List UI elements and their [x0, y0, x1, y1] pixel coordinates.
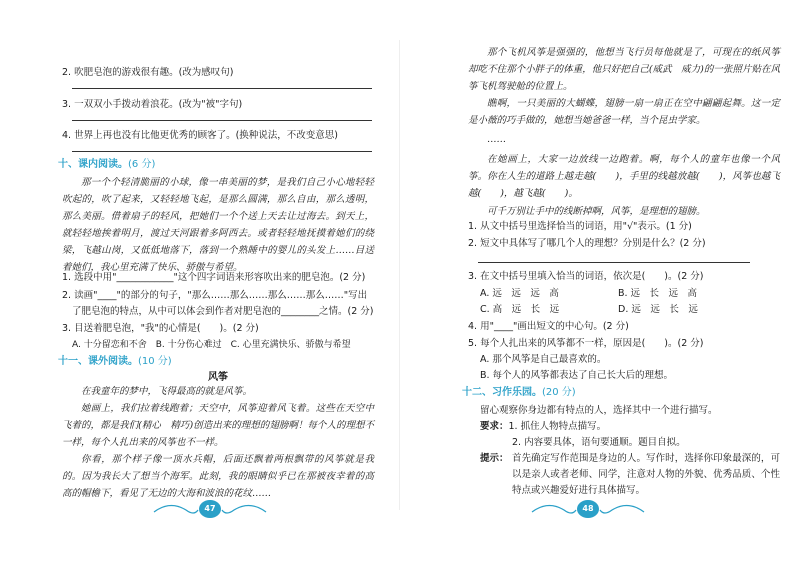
reading-question-3: 3. 目送着肥皂泡，"我"的心情是( )。(2 分) [62, 323, 259, 334]
story-title: 风筝 [208, 372, 228, 383]
requirement-1: 1. 抓住人物特点描写。 [508, 421, 607, 432]
section-score: (10 分) [138, 356, 172, 367]
page-footer [150, 500, 270, 522]
section-12-heading [462, 386, 576, 399]
story-question-2: 2. 短文中具体写了哪几个人的理想？分别是什么？(2 分) [468, 238, 706, 249]
page-number: 47 [199, 500, 221, 518]
answer-line[interactable] [72, 88, 372, 89]
question-4: 4. 世界上再也没有比他更优秀的顾客了。(换种说法，不改变意思) [62, 130, 338, 141]
option-c[interactable]: C. 高 远 长 远 [480, 304, 560, 315]
story-question-4: 4. 用"____"画出短文的中心句。(2 分) [468, 321, 629, 332]
story-paragraph-8: 可千万别让手中的线断掉啊，风筝，是理想的翅膀。 [487, 206, 706, 217]
page-number: 48 [577, 500, 599, 518]
answer-line[interactable] [72, 151, 372, 152]
question-3: 3. 一双双小手拨动着浪花。(改为"被"字句) [62, 99, 243, 110]
option-a[interactable]: A. 远 远 远 高 [480, 288, 559, 299]
section-score: (20 分) [542, 387, 576, 398]
story-ellipsis: …… [487, 134, 506, 145]
section-title: 十一、课外阅读。 [58, 356, 138, 367]
story-paragraph-7: 在她画上，大家一边放线一边跑着。啊，每个人的童年也像一个风筝。你在人生的道路上越走越( )，手里的线越放越( )，风筝也越飞越( )，越飞越( )。 [468, 154, 780, 199]
question-5-option-a[interactable]: A. 那个风筝是自己最喜欢的。 [480, 354, 607, 365]
reading-question-2a: 2. 读画"____"的部分的句子，"那么……那么……那么……那么……"写出 [62, 290, 368, 301]
reading-question-1: 1. 选段中用"____________"这个四字词语来形容吹出来的肥皂泡。(2 分) [62, 272, 366, 283]
answer-line[interactable] [478, 262, 750, 263]
requirement-2: 2. 内容要具体，语句要通顺。题目自拟。 [512, 437, 686, 448]
question-5-option-b[interactable]: B. 每个人的风筝都表达了自己长大后的理想。 [480, 370, 674, 381]
requirements-label: 要求： [480, 421, 509, 432]
writing-prompt: 留心观察你身边都有特点的人，选择其中一个进行描写。 [480, 405, 718, 416]
question-2: 2. 吹肥皂泡的游戏很有趣。(改为感叹句) [62, 67, 234, 78]
story-paragraph-4: 那个飞机风筝是强强的，他想当飞行员每他就是了，可现在的纸风筝却吃不住那个小胖子的体重，他只好把自己(威武 威力)的一张照片贴在风筝飞机驾驶舱的位置上。 [468, 47, 780, 92]
right-page [400, 0, 800, 566]
tip-text: 首先确定写作范围是身边的人。写作时，选择你印象最深的，可以是亲人或者老师、同学，注意对人物的外貌、优秀品质、个性特点或兴趣爱好进行具体描写。 [512, 453, 780, 496]
section-title: 十、课内阅读。 [58, 159, 128, 170]
requirements [480, 420, 606, 433]
section-10-heading [58, 158, 155, 171]
story-paragraph-3: 你看，那个样子像一顶水兵帽，后面还飘着两根飘带的风筝就是我的。因为我长大了想当个海军。此刻，我的眼睛似乎已在那被夜幸着的高高的帽檐下，看见了无边的大海和波浪的花纹…… [62, 454, 374, 499]
passage-bubbles: 那一个个轻清脆丽的小球，像一串美丽的梦，是我们自己小心地轻轻吹起的，吹了起来，又轻轻地飞起，是那么圆满，那么自由，那么透明，那么美丽。借着扇子的轻风，把她们一个个送上天去让过海去。到天上，就轻轻地挨着明月，渡过天河跟着多阿西去。或者轻轻地抚摸着她们的绕梁，飞越山岗，又低低地落下，落到一个熟睡中的婴儿的头发上……目送着她们，我心里充满了快乐、骄傲与希望。 [62, 177, 374, 273]
reading-question-2b: 了肥皂泡的特点，从中可以体会到作者对肥皂泡的________之情。(2 分) [72, 306, 374, 317]
writing-tip [480, 451, 780, 499]
story-paragraph-5: 瞧啊，一只美丽的大蝴蝶，翅膀一扇一扇正在空中翩翩起舞。这一定是小薇的巧手做的，她想当她爸爸一样，当个昆虫学家。 [468, 98, 780, 126]
section-11-heading [58, 355, 172, 368]
story-question-5: 5. 每个人扎出来的风筝都不一样，原因是( )。(2 分) [468, 338, 704, 349]
page-footer [528, 500, 648, 522]
tip-label: 提示： [480, 453, 509, 464]
story-question-3: 3. 在文中括号里填入恰当的词语，依次是( )。(2 分) [468, 271, 704, 282]
option-d[interactable]: D. 远 远 长 远 [618, 304, 698, 315]
section-title: 十二、习作乐园。 [462, 387, 542, 398]
option-b[interactable]: B. 远 长 远 高 [618, 288, 698, 299]
story-paragraph-1: 在我童年的梦中，飞得最高的就是风筝。 [81, 386, 253, 397]
reading-question-3-options: A. 十分留恋和不舍 B. 十分伤心难过 C. 心里充满快乐、骄傲与希望 [72, 340, 351, 350]
section-score: (6 分) [128, 159, 156, 170]
story-question-1: 1. 从文中括号里选择恰当的词语，用"√"表示。(1 分) [468, 221, 692, 232]
answer-line[interactable] [72, 120, 372, 121]
story-paragraph-2: 她画上，我们拉着线跑着；天空中，风筝迎着风飞着。这些在天空中飞着的，都是我们(精心 精巧)创造出来的理想的翅膀啊！每个人的理想不一样，每个人扎出来的风筝也不一样。 [62, 403, 374, 448]
